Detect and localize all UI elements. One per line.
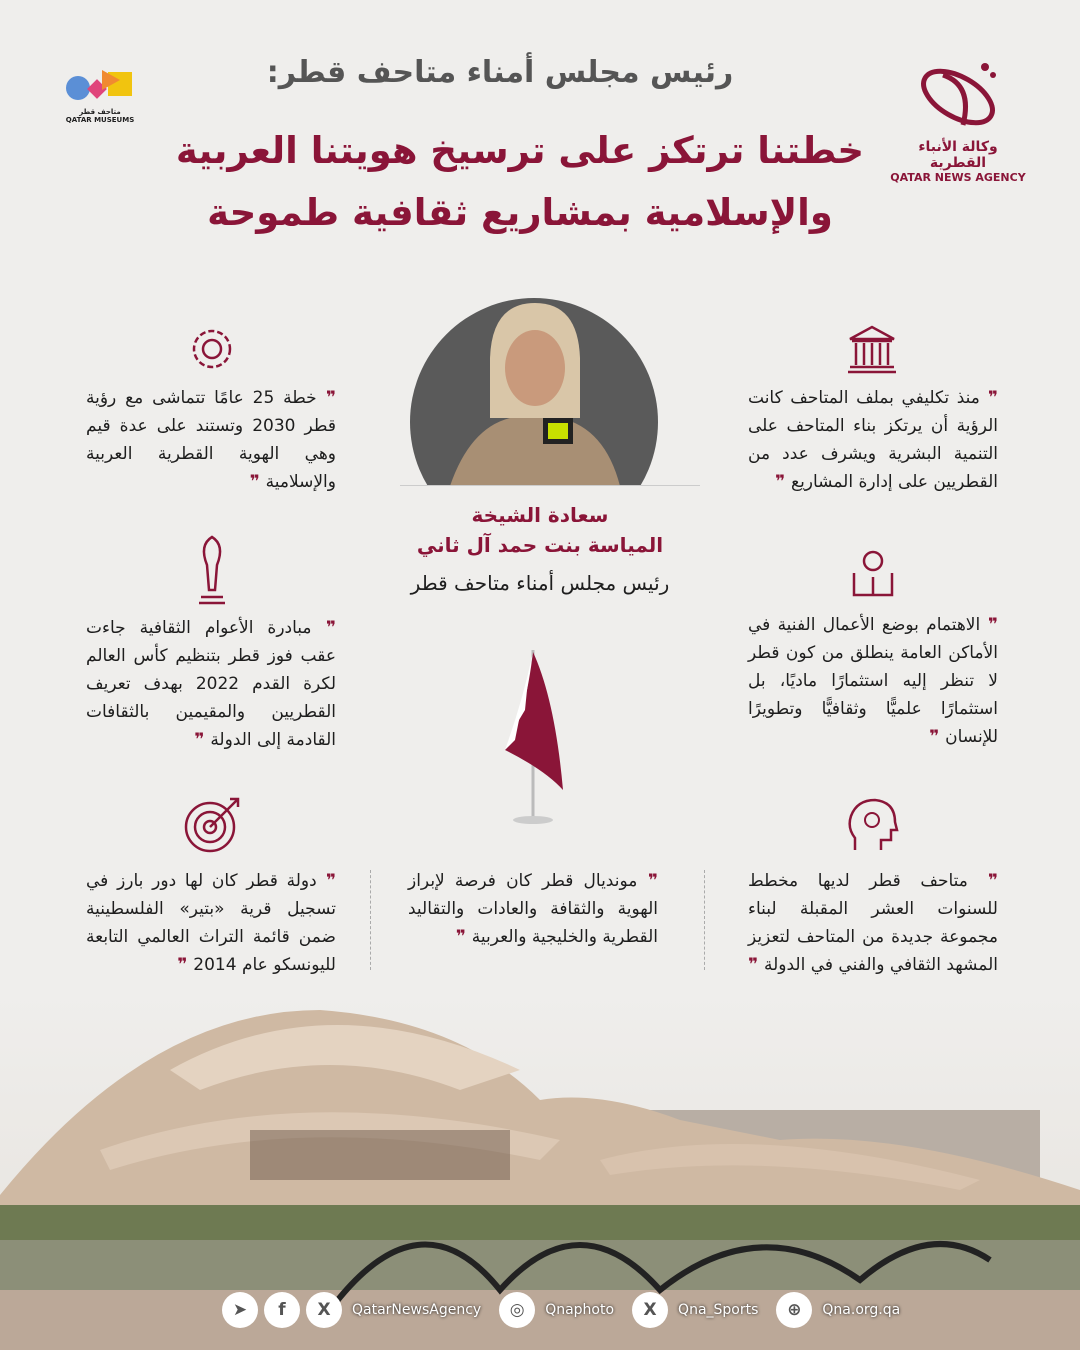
book-lightbulb-icon	[850, 543, 896, 599]
kicker: رئيس مجلس أمناء متاحف قطر:	[266, 55, 734, 90]
instagram-icon[interactable]: ◎	[499, 1292, 535, 1328]
column-divider	[370, 870, 371, 970]
social-bar	[222, 1290, 912, 1330]
person-full-name: المياسة بنت حمد آل ثاني	[416, 533, 664, 557]
qna-handle[interactable]: QatarNewsAgency	[352, 1302, 482, 1318]
qatar-museums-logo	[60, 66, 140, 124]
qna-emblem-icon	[913, 55, 1003, 135]
column-divider	[704, 870, 705, 970]
target-icon	[182, 795, 242, 855]
qna-arabic-name: وكالة الأنباء القطرية	[918, 139, 998, 171]
telegram-icon[interactable]: ➤	[222, 1292, 258, 1328]
headline-line-2: والإسلامية بمشاريع ثقافية طموحة	[207, 191, 833, 234]
qm-english-name: QATAR MUSEUMS	[65, 116, 135, 124]
website-link[interactable]: Qna.org.qa	[822, 1302, 901, 1318]
point-museums-vision: ❞ منذ تكليفي بملف المتاحف كانت الرؤية أن يرتكز بناء المتاحف على التنمية البشرية ويشرف عدد من القطريين على إدارة المشاريع ❞	[748, 388, 998, 492]
trophy-icon	[195, 535, 229, 605]
x-icon[interactable]: X	[306, 1292, 342, 1328]
point-battir-unesco: ❞ دولة قطر كان لها دور بارز في تسجيل قرية «بتير» الفلسطينية ضمن قائمة التراث العالمي التابعة لليونسكو عام 2014 ❞	[86, 871, 336, 975]
person-title: سعادة الشيخة	[471, 503, 609, 527]
qatar-museums-shapes-icon	[64, 66, 136, 106]
headline-line-1: خطتنا ترتكز على ترسيخ هويتنا العربية	[175, 129, 865, 172]
point-25-year-plan: ❞ خطة 25 عامًا تتماشى مع رؤية قطر 2030 وتستند على عدة قيم وهي الهوية القطرية العربية والإسلامية ❞	[86, 388, 337, 492]
portrait-divider	[400, 485, 700, 486]
gear-icon	[185, 322, 239, 376]
person-name	[380, 500, 700, 560]
portrait	[410, 298, 658, 486]
qna-english-name: QATAR NEWS AGENCY	[890, 171, 1026, 184]
point-years-of-culture: ❞ مبادرة الأعوام الثقافية جاءت عقب فوز قطر بتنظيم كأس العالم لكرة القدم 2022 بهدف تعريف القطريين والمقيمين بالثقافات القادمة إلى الدولة ❞	[86, 618, 336, 750]
point-world-cup: ❞ مونديال قطر كان فرصة لإبراز الهوية والثقافة والعادات والتقاليد القطرية والخليجية والعربية ❞	[408, 871, 658, 947]
qatar-flag-icon	[495, 640, 575, 830]
person-role: رئيس مجلس أمناء متاحف قطر	[410, 571, 670, 595]
qm-arabic-name: متاحف قطر	[79, 108, 121, 116]
qna-logo	[888, 55, 1028, 184]
qna-sports-handle[interactable]: Qna_Sports	[678, 1302, 759, 1318]
globe-icon[interactable]: ⊕	[776, 1292, 812, 1328]
museum-icon	[846, 325, 898, 375]
point-public-art: ❞ الاهتمام بوضع الأعمال الفنية في الأماكن العامة ينطلق من كون قطر لا تنظر إليه استثمارًا ماديًا، بل استثمارًا علميًّا وثقافيًّا وتطويرًا للإنسان ❞	[748, 615, 998, 747]
headline	[150, 120, 890, 244]
facebook-icon[interactable]: f	[264, 1292, 300, 1328]
x-icon[interactable]: X	[632, 1292, 668, 1328]
qnaphoto-handle[interactable]: Qnaphoto	[545, 1302, 615, 1318]
point-ten-year-plan: ❞ متاحف قطر لديها مخطط للسنوات العشر المقبلة لبناء مجموعة جديدة من المتاحف لتعزيز المشهد الثقافي والفني في الدولة ❞	[748, 871, 998, 975]
head-lightbulb-icon	[845, 798, 899, 854]
